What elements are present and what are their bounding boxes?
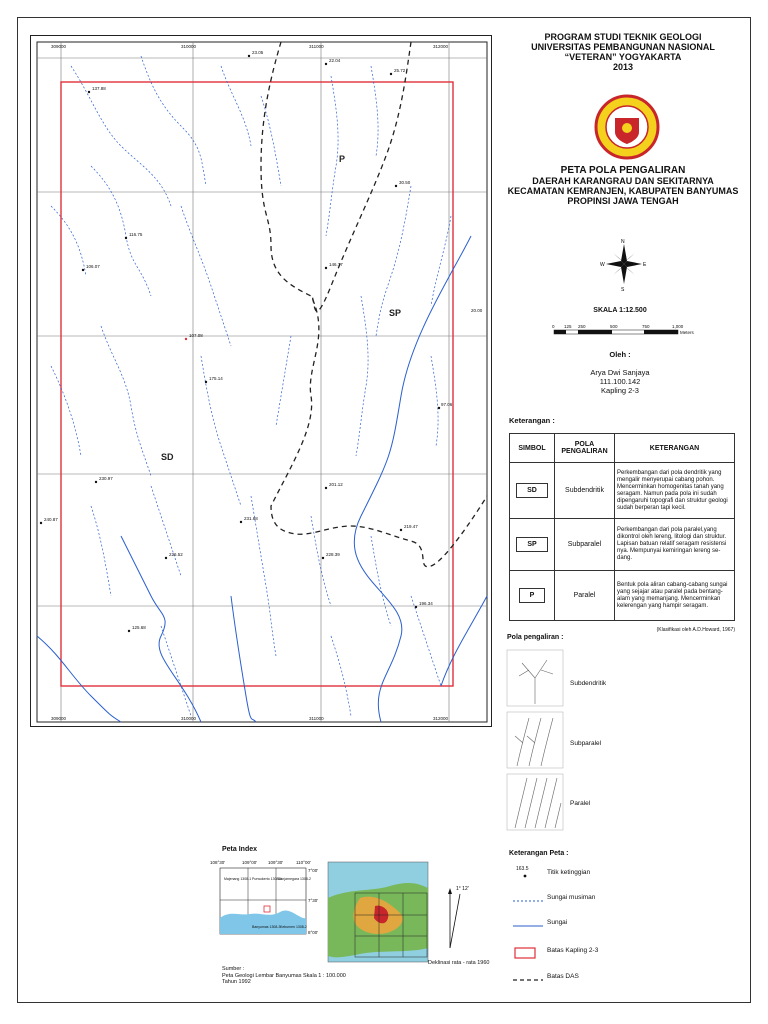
spot-label-20: 20.00 bbox=[471, 308, 483, 313]
spot-label-0: 137.88 bbox=[92, 86, 106, 91]
index-lat-2: 8°00' bbox=[308, 930, 319, 935]
legend-col-simbol: SIMBOL bbox=[510, 434, 555, 463]
author-nim: 111.100.142 bbox=[599, 377, 641, 386]
legend-pola: Subparalel bbox=[555, 519, 615, 571]
spot-label-10: 97.06 bbox=[441, 402, 453, 407]
map-legend-item: Sungai bbox=[547, 919, 568, 926]
legend-desc: Bentuk pola aliran cabang-cabang sungai yang sejajar atau paralel pada bentang- alam yang memanjang. Mencerminkan kelerengan yang hampir seragam. bbox=[615, 571, 735, 621]
legend-source: (Klasifikasi oleh A.D.Howard, 1967) bbox=[656, 627, 735, 633]
grid-x-bot-3: 312000 bbox=[433, 716, 449, 721]
legend-symbol: SP bbox=[516, 537, 547, 552]
index-sheet-1: Purwokerto 1308-4 bbox=[252, 877, 282, 881]
scale-label: SKALA 1:12.500 bbox=[593, 307, 647, 314]
spot-label-16: 226.52 bbox=[169, 552, 183, 557]
map-subtitle-3: PROPINSI JAWA TENGAH bbox=[567, 196, 679, 206]
scale-unit: Meters bbox=[680, 330, 694, 335]
pattern-label-p: Paralel bbox=[570, 800, 591, 807]
index-heading: Peta Index bbox=[222, 846, 258, 853]
map-legend-item: Sungai musiman bbox=[547, 894, 596, 901]
spot-label-8: 107.08 bbox=[189, 333, 203, 338]
map-grid bbox=[37, 42, 487, 722]
legend-row bbox=[510, 571, 735, 621]
spot-label-4: 30.50 bbox=[399, 180, 411, 185]
map-title: PETA POLA PENGALIRAN bbox=[560, 165, 686, 176]
spot-label-15: 219.47 bbox=[404, 524, 418, 529]
scale-tick-2: 250 bbox=[578, 324, 586, 329]
sumber-source: Peta Geologi Lembar Banyumas Skala 1 : 100.000 bbox=[222, 972, 346, 979]
grid-x-top-0: 309000 bbox=[51, 44, 67, 49]
spot-label-19: 196.34 bbox=[419, 601, 433, 606]
grid-x-bot-1: 310000 bbox=[181, 716, 197, 721]
label-sd: SD bbox=[161, 452, 174, 462]
map-legend-item: Titik ketinggian bbox=[547, 869, 591, 876]
grid-x-top-3: 312000 bbox=[433, 44, 449, 49]
grid-x-bot-2: 311000 bbox=[309, 716, 324, 721]
index-lat-0: 7°00' bbox=[308, 868, 319, 873]
scale-tick-1: 125 bbox=[564, 324, 572, 329]
scale-tick-4: 750 bbox=[642, 324, 650, 329]
legend-heading: Keterangan : bbox=[509, 416, 555, 425]
index-map bbox=[210, 858, 490, 968]
pattern-label-sp: Subparalel bbox=[570, 740, 602, 747]
spot-label-12: 201.12 bbox=[329, 482, 343, 487]
spot-label-2: 22.04 bbox=[329, 58, 341, 63]
spot-label-7: 146.77 bbox=[329, 262, 343, 267]
index-sheet-4: Kebumen 1308-2 bbox=[280, 925, 307, 929]
index-declination: Deklinasi rata - rata 1960 bbox=[428, 960, 490, 966]
index-sheet-3: Banyumas 1308-3 bbox=[252, 925, 281, 929]
university-logo bbox=[594, 94, 660, 160]
index-decl-angle: 1° 12' bbox=[456, 886, 469, 892]
header-line3: “VETERAN” YOGYAKARTA bbox=[564, 52, 682, 62]
legend-col-keterangan: KETERANGAN bbox=[615, 434, 735, 463]
legend-row bbox=[510, 519, 735, 571]
map-legend-heading: Keterangan Peta : bbox=[509, 850, 569, 857]
label-p: P bbox=[339, 154, 346, 164]
legend-col-pola: POLA PENGALIRAN bbox=[555, 434, 615, 463]
legend-pola: Paralel bbox=[555, 571, 615, 621]
scale-tick-3: 500 bbox=[610, 324, 618, 329]
legend-table bbox=[509, 433, 735, 621]
spot-label-9: 175.14 bbox=[209, 376, 223, 381]
map-subtitle-2: KECAMATAN KEMRANJEN, KABUPATEN BANYUMAS bbox=[507, 186, 739, 196]
spot-label-17: 125.68 bbox=[132, 625, 146, 630]
legend-pola: Subdendritik bbox=[555, 463, 615, 519]
spot-label-1: 23.05 bbox=[252, 50, 264, 55]
spot-label-13: 240.87 bbox=[44, 517, 58, 522]
map-legend-item: Batas DAS bbox=[547, 973, 579, 980]
seasonal-streams bbox=[51, 56, 451, 716]
patterns-heading: Pola pengaliran : bbox=[507, 634, 564, 641]
header-line2: UNIVERSITAS PEMBANGUNAN NASIONAL bbox=[531, 42, 715, 52]
pattern-samples bbox=[507, 648, 567, 828]
spot-label-18: 228.39 bbox=[326, 552, 340, 557]
spot-label-3: 25.72 bbox=[394, 68, 406, 73]
grid-x-top-2: 311000 bbox=[309, 44, 324, 49]
label-sp: SP bbox=[389, 308, 402, 318]
legend-symbol: P bbox=[519, 588, 546, 603]
map-inner-border bbox=[37, 42, 487, 722]
scale-bar bbox=[550, 322, 694, 338]
north-arrow-icon bbox=[600, 236, 648, 292]
drainage-map bbox=[31, 36, 493, 728]
pattern-label-sd: Subdendritik bbox=[570, 680, 607, 687]
header-year: 2013 bbox=[612, 62, 634, 72]
header-line1: PROGRAM STUDI TEKNIK GEOLOGI bbox=[544, 32, 702, 42]
author-kapling: Kapling 2-3 bbox=[601, 386, 639, 395]
index-lon-3: 110°00' bbox=[296, 860, 311, 865]
index-lon-0: 108°30' bbox=[210, 860, 226, 865]
map-legend-spot-value: 163.5 bbox=[516, 866, 529, 872]
spot-label-11: 230.97 bbox=[99, 476, 113, 481]
kapling-boundary bbox=[61, 82, 453, 686]
spot-label-5: 116.75 bbox=[129, 232, 143, 237]
author-name: Arya Dwi Sanjaya bbox=[590, 368, 650, 377]
legend-desc: Perkembangan dari pola paralel,yang dikontrol oleh lereng, litologi dan struktur. Lapisan batuan relatif seragam resistensi nya. Mempunyai kemiringan lereng se- dang. bbox=[615, 519, 735, 571]
legend-row bbox=[510, 463, 735, 519]
compass-n: N bbox=[621, 239, 625, 245]
legend-desc: Perkembangan dari pola dendritik yang mengalir menyerupai cabang pohon. Mencerminkan homogenitas tanah yang seragam. Namun pada pola ini sudah dipengaruhi topografi dan struktur geologi sudah berperan tapi kecil. bbox=[615, 463, 735, 519]
legend-symbol: SD bbox=[516, 483, 548, 498]
author-heading: Oleh : bbox=[609, 350, 631, 359]
spot-label-6: 106.07 bbox=[86, 264, 100, 269]
map-legend-symbols bbox=[509, 868, 549, 988]
compass-s: S bbox=[621, 287, 625, 293]
index-sheet-2: Banjarnegara 1308-2 bbox=[278, 877, 311, 881]
spot-label-14: 231.68 bbox=[244, 516, 258, 521]
map-legend-item: Batas Kapling 2-3 bbox=[547, 947, 599, 954]
index-lon-2: 109°30' bbox=[268, 860, 284, 865]
spot-heights bbox=[40, 55, 440, 632]
scale-tick-0: 0 bbox=[552, 324, 555, 329]
scale-tick-5: 1,000 bbox=[672, 324, 684, 329]
index-sheet-0: Majenang 1308-1 bbox=[224, 877, 252, 881]
index-lat-1: 7°30' bbox=[308, 898, 319, 903]
grid-x-top-1: 310000 bbox=[181, 44, 197, 49]
spot-height-labels bbox=[44, 50, 483, 630]
compass-e: E bbox=[643, 262, 647, 268]
map-subtitle-1: DAERAH KARANGRAU DAN SEKITARNYA bbox=[532, 176, 714, 186]
sumber-year: Tahun 1992 bbox=[222, 979, 251, 985]
map-frame bbox=[30, 35, 492, 727]
compass-w: W bbox=[600, 262, 605, 268]
sumber-label: Sumber : bbox=[222, 966, 245, 972]
index-lon-1: 109°00' bbox=[242, 860, 258, 865]
grid-x-bot-0: 309000 bbox=[51, 716, 67, 721]
